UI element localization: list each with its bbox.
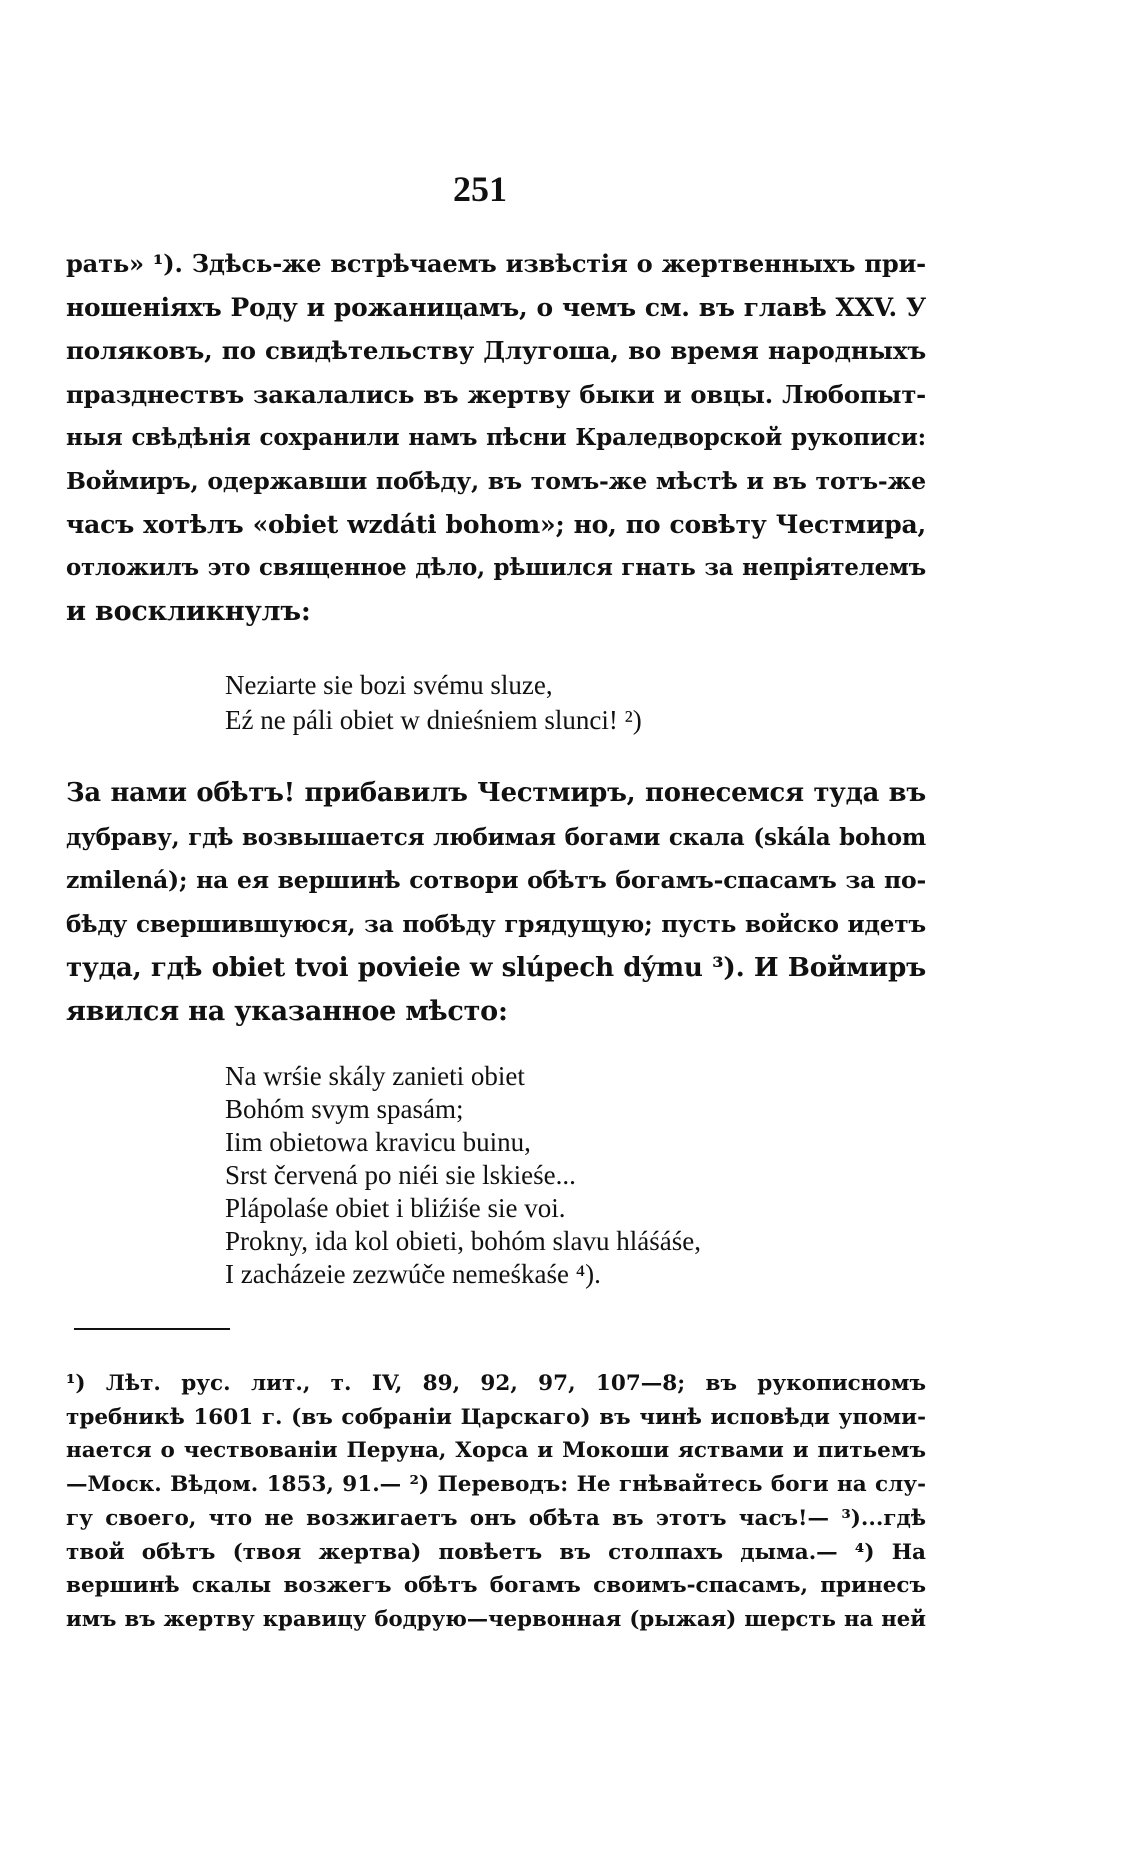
text-line: рать» ¹). Здѣсь-же встрѣчаемъ извѣстія о жертвенныхъ при- [66, 249, 926, 278]
footnote-line: имъ въ жертву кравицу бодрую—червонная (рыжая) шерсть на ней [66, 1606, 926, 1632]
text-line: и воскликнулъ: [66, 596, 311, 627]
footnote-divider [74, 1328, 230, 1330]
footnote-line: —Моск. Вѣдом. 1853, 91.— ²) Переводъ: Не гнѣвайтесь боги на слу- [66, 1472, 926, 1498]
page-number: 251 [453, 169, 507, 209]
verse-line: Bohóm svym spasám; [225, 1094, 464, 1124]
verse-line: Eź ne páli obiet w dnieśniem slunci! ²) [225, 705, 642, 735]
text-line: явился на указанное мѣсто: [66, 995, 508, 1027]
main-paragraph-2 [66, 772, 926, 1033]
footnote-line: твой обѣтъ (твоя жертва) повѣетъ въ столпахъ дыма.— ⁴) На [66, 1539, 926, 1565]
text-line: За нами обѣтъ! прибавилъ Честмиръ, понесемся туда въ [66, 778, 926, 808]
verse-line: Plápolaśe obiet i bliźiśe sie voi. [225, 1193, 566, 1223]
text-line: бѣду свершившуюся, за побѣду грядущую; пусть войско идетъ [66, 910, 926, 938]
footnote-line: вершинѣ скалы возжегъ обѣтъ богамъ своимъ-спасамъ, принесъ [66, 1573, 926, 1599]
text-line: zmilená); на ея вершинѣ сотвори обѣтъ богамъ-спасамъ за по- [66, 866, 926, 894]
text-line: часъ хотѣлъ «obiet wzdáti bohom»; но, по совѣту Честмира, [66, 510, 926, 539]
footnote-line: требникѣ 1601 г. (въ собраніи Царскаго) въ чинѣ исповѣди упоми- [66, 1404, 926, 1430]
text-line: поляковъ, по свидѣтельству Длугоша, во время народныхъ [66, 336, 926, 365]
verse-line: I zacházeie zezwúče nemeśkaśe ⁴). [225, 1259, 601, 1289]
text-line: отложилъ это священное дѣло, рѣшился гнать за непріятелемъ [66, 554, 926, 581]
footnote-line: гу своего, что не возжигаетъ онъ обѣта въ этотъ часъ!— ³)...гдѣ [66, 1505, 926, 1531]
footnote-line: нается о чествованіи Перуна, Хорса и Мокоши яствами и питьемъ [66, 1438, 926, 1464]
text-line: ношеніяхъ Роду и рожаницамъ, о чемъ см. въ главѣ XXV. У [66, 292, 926, 322]
main-paragraph-1 [66, 242, 926, 634]
verse-line: Na wrśie skály zanieti obiet [225, 1061, 525, 1091]
text-line: ныя свѣдѣнія сохранили намъ пѣсни Краледворской рукописи: [66, 424, 926, 451]
footnotes [66, 1367, 926, 1637]
poem-quote-1 [225, 668, 925, 738]
verse-line: Prokny, ida kol obieti, bohóm slavu hláśáśe, [225, 1226, 701, 1256]
footnote-line: ¹) Лѣт. рус. лит., т. IV, 89, 92, 97, 107—8; въ рукописномъ [66, 1371, 926, 1396]
text-line: туда, гдѣ obiet tvoi povieie w slúpech dýmu ³). И Воймиръ [66, 952, 926, 983]
text-line: Воймиръ, одержавши побѣду, въ томъ-же мѣстѣ и въ тотъ-же [66, 466, 926, 495]
verse-line: Iim obietowa kravicu buinu, [225, 1127, 531, 1157]
verse-line: Neziarte sie bozi svému sluze, [225, 670, 553, 700]
text-line: празднествъ закалались въ жертву быки и овцы. Любопыт- [66, 379, 926, 409]
text-line: дубраву, гдѣ возвышается любимая богами скала (skála bohom [66, 823, 926, 851]
verse-line: Srst červená po niéi sie lskieśe... [225, 1160, 576, 1190]
poem-quote-2 [225, 1060, 925, 1291]
